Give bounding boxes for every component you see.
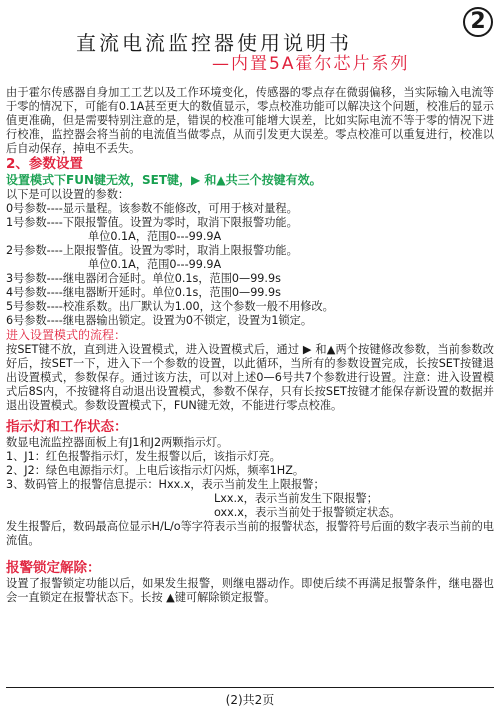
param-0: 0号参数----显示量程。该参数不能修改，可用于核对量程。	[6, 202, 298, 215]
enter-settings-heading: 进入设置模式的流程：	[6, 328, 127, 342]
page-footer: (2)共2页	[225, 693, 275, 707]
param-2-range: 单位0.1A，范围0---99.9A	[88, 258, 222, 271]
param-6: 6号参数----继电器输出锁定。设置为0不锁定，设置为1锁定。	[6, 314, 313, 327]
page-subtitle: —内置5A霍尔芯片系列	[212, 54, 410, 74]
indicator-after-text: 发生报警后，数码最高位显示H/L/o等字符表示当前的报警状态，报警符号后面的数字表示当前的电流值。	[6, 520, 494, 547]
footer-divider	[6, 687, 494, 688]
indicator-item-3-low: Lxx.x，表示当前发生下限报警；	[214, 492, 378, 505]
document-body	[6, 86, 494, 605]
param-1-range: 单位0.1A，范围0---99.9A	[88, 230, 222, 243]
settings-mode-note: 设置模式下FUN键无效，SET键，▶ 和▲共三个按键有效。	[6, 173, 322, 187]
page-title: 直流电流监控器使用说明书	[76, 31, 352, 55]
param-1: 1号参数----下限报警值。设置为零时，取消下限报警功能。	[6, 216, 298, 229]
param-2: 2号参数----上限报警值。设置为零时，取消上限报警功能。	[6, 244, 298, 257]
section-2-heading: 2、参数设置	[6, 156, 83, 172]
lock-heading: 报警锁定解除：	[6, 560, 101, 576]
enter-settings-text: 按SET键不放，直到进入设置模式，进入设置模式后，通过 ▶ 和▲两个按键修改参数，当前参数改好后，按SET一下，进入下一个参数的设置，以此循环，当所有的参数设置完成，长按SET按键退出设置模式，参数保存。通过该方法，可以对上述0—6号共7个参数进行设置。注意：进入设置模式后8S内，不按键将自动退出设置模式，参数不保存，只有长按SET按键才能保存新设置的数据并退出设置模式。参数设置模式下，FUN键无效，不能进行零点校准。	[6, 343, 494, 412]
param-4: 4号参数----继电器断开延时。单位0.1s，范围0—99.9s	[6, 286, 281, 299]
param-3: 3号参数----继电器闭合延时。单位0.1s，范围0—99.9s	[6, 272, 281, 285]
indicator-item-2: 2、J2：绿色电源指示灯。上电后该指示灯闪烁，频率1HZ。	[6, 464, 305, 477]
lock-text: 设置了报警锁定功能以后，如果发生报警，则继电器动作。即使后续不再满足报警条件，继电器也会一直锁定在报警状态下。长按 ▲键可解除锁定报警。	[6, 577, 494, 604]
intro-paragraph: 由于霍尔传感器自身加工工艺以及工作环境变化，传感器的零点存在微弱偏移，当实际输入电流等于零的情况下，可能有0.1A甚至更大的数值显示，零点校准功能可以解决这个问题，校准后的显示值更准确，但是需要特别注意的是，错误的校准可能增大误差，比如实际电流不等于零的情况下进行校准，监控器会将当前的电流值当做零点，从而引发更大误差。零点校准可以重复进行，校准以后自动保存，掉电不丢失。	[6, 86, 494, 155]
spacer	[6, 548, 494, 560]
indicator-item-3: 3、数码管上的报警信息提示：Hxx.x，表示当前发生上限报警；	[6, 478, 325, 491]
indicator-item-1: 1、J1：红色报警指示灯，发生报警以后，该指示灯亮。	[6, 450, 281, 463]
param-5: 5号参数----校准系数。出厂默认为1.00，这个参数一般不用修改。	[6, 300, 334, 313]
indicator-item-3-lock: oxx.x，表示当前处于报警锁定状态。	[214, 506, 401, 519]
indicator-intro: 数显电流监控器面板上有J1和J2两颗指示灯。	[6, 436, 229, 449]
page-number-mark: 2	[463, 7, 493, 37]
indicator-heading: 指示灯和工作状态：	[6, 419, 128, 435]
params-intro: 以下是可以设置的参数：	[6, 188, 130, 201]
